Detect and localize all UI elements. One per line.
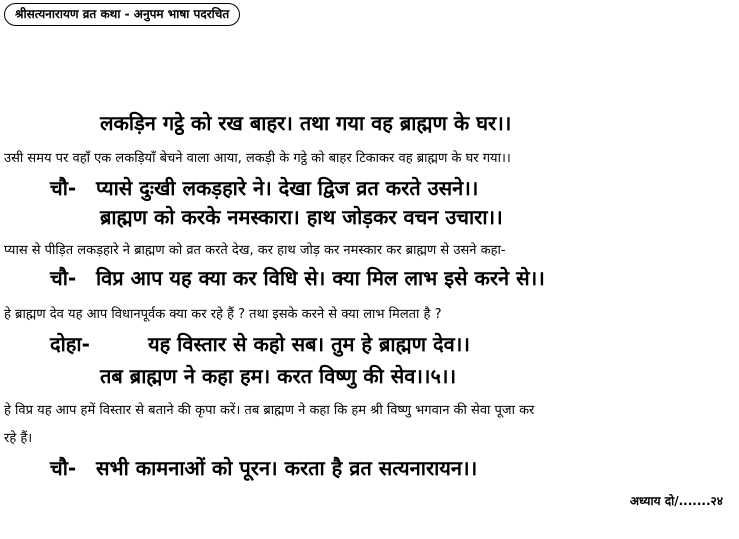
verse-line-3: ब्राह्मण को करके नमस्कारा। हाथ जोड़कर वचन उचारा।। xyxy=(100,205,503,229)
verse-label: चौ- xyxy=(50,176,77,200)
page-footer: अध्याय दो/.......२४ xyxy=(629,494,723,508)
prose-line-3: हे ब्राह्मण देव यह आप विधानपूर्वक क्या कर रहे हैं ? तथा इसके करने से क्या लाभ मिलता है ? xyxy=(4,307,442,322)
verse-text: विप्र आप यह क्या कर विधि से। क्या मिल लाभ इसे करने से।। xyxy=(96,266,545,290)
prose-line-1: उसी समय पर वहाँ एक लकड़ियाँ बेचने वाला आया, लकड़ी के गट्ठे को बाहर टिकाकर वह ब्राह्मण के घर गया।। xyxy=(4,151,511,166)
verse-label: चौ- xyxy=(50,266,77,290)
verse-text: यह विस्तार से कहो सब। तुम हे ब्राह्मण देव।। xyxy=(148,332,470,356)
verse-line-2 xyxy=(50,174,478,201)
prose-line-2: प्यास से पीड़ित लकड़हारे ने ब्राह्मण को व्रत करते देख, कर हाथ जोड़ कर नमस्कार कर ब्राह्मण से उसने कहा- xyxy=(4,243,506,258)
verse-label: दोहा- xyxy=(50,332,90,356)
verse-text: सभी कामनाओं को पूरन। करता है व्रत सत्यनारायन।। xyxy=(96,456,478,480)
verse-line-7 xyxy=(50,454,477,481)
prose-line-4a: हे विप्र यह आप हमें विस्तार से बताने की कृपा करें। तब ब्राह्मण ने कहा कि हम श्री विष्णु भगवान की सेवा पूजा कर xyxy=(4,403,535,418)
verse-line-5 xyxy=(50,330,470,357)
verse-text: प्यासे दुःखी लकड़हारे ने। देखा द्विज व्रत करते उसने।। xyxy=(96,176,479,200)
verse-line-6: तब ब्राह्मण ने कहा हम। करत विष्णु की सेव।।५।। xyxy=(100,364,457,388)
prose-line-4b: रहे हैं। xyxy=(4,431,33,446)
verse-line-4 xyxy=(50,264,545,291)
verse-line-1: लकड़िन गट्ठे को रख बाहर। तथा गया वह ब्राह्मण के घर।। xyxy=(100,111,512,135)
verse-label: चौ- xyxy=(50,456,77,480)
book-title-tag: श्रीसत्यनारायण व्रत कथा - अनुपम भाषा पदरचित xyxy=(4,3,240,26)
